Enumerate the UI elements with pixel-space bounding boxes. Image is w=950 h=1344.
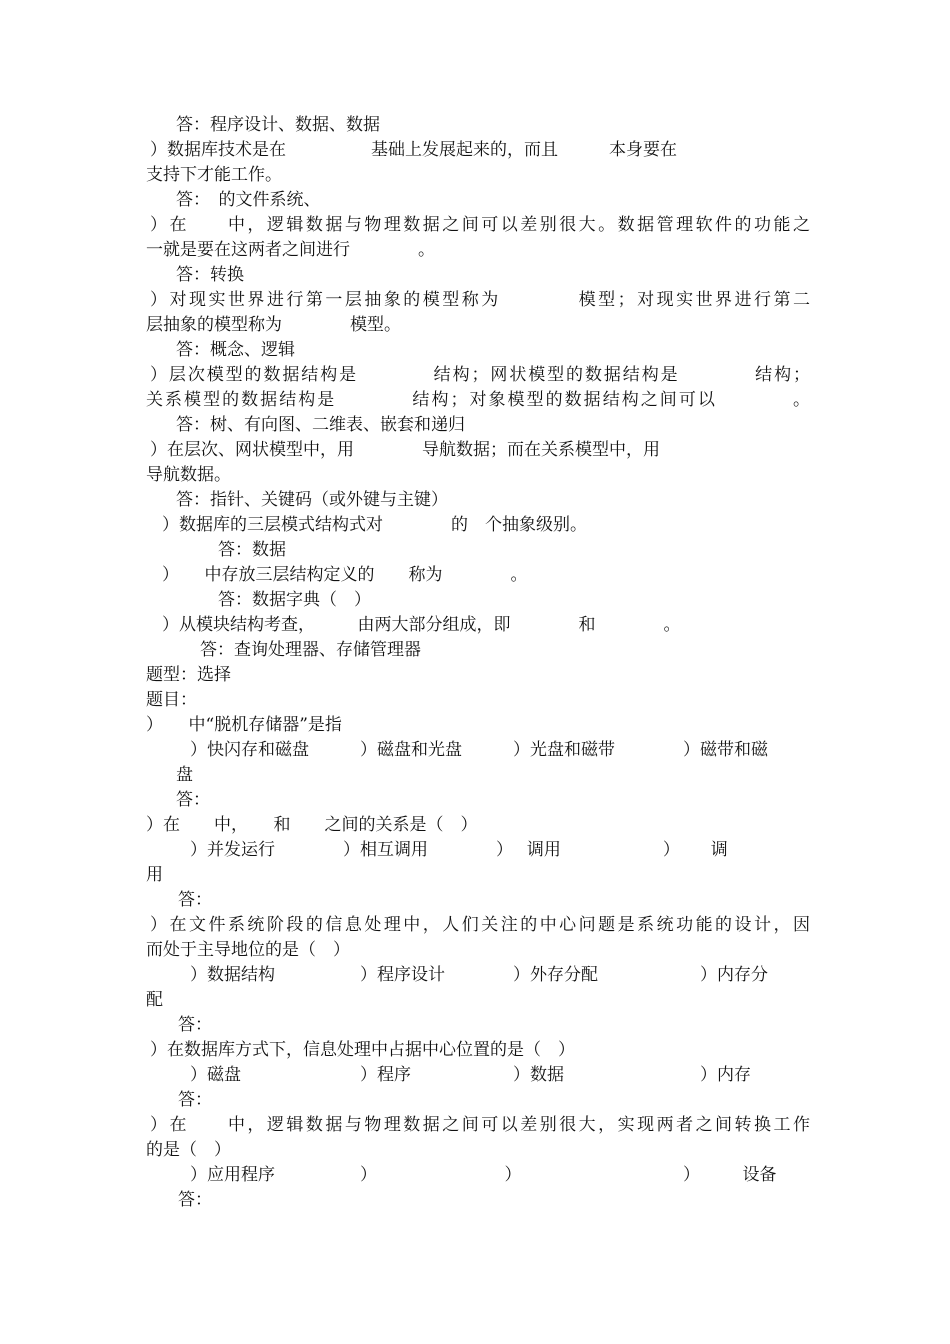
text-line: 而处于主导地位的是（ ） bbox=[146, 940, 350, 960]
text-line: ）从模块结构考查， 由两大部分组成，即 和 。 bbox=[162, 615, 681, 635]
text-line: 题型：选择 bbox=[146, 665, 231, 685]
text-line: 导航数据。 bbox=[146, 465, 231, 485]
text-line: ）在数据库方式下，信息处理中占据中心位置的是（ ） bbox=[150, 1040, 575, 1060]
text-line: 答：指针、关键码（或外键与主键） bbox=[176, 490, 448, 510]
text-line: 答： bbox=[178, 1190, 212, 1210]
text-line: 层抽象的模型称为 模型。 bbox=[146, 315, 401, 335]
text-line: ）层次模型的数据结构是 结构；网状模型的数据结构是 结构； bbox=[150, 365, 810, 385]
text-line: ）数据库的三层模式结构式对 的 个抽象级别。 bbox=[162, 515, 587, 535]
text-line: ） 中存放三层结构定义的 称为 。 bbox=[162, 565, 528, 585]
text-line: 答： bbox=[178, 890, 212, 910]
text-line: ）快闪存和磁盘 ）磁盘和光盘 ）光盘和磁带 ）磁带和磁 bbox=[190, 740, 768, 760]
text-line: ）在 中， 和 之间的关系是（ ） bbox=[146, 815, 478, 835]
text-line: 一就是要在这两者之间进行 。 bbox=[146, 240, 435, 260]
text-line: 答：转换 bbox=[176, 265, 244, 285]
text-line: 关系模型的数据结构是 结构；对象模型的数据结构之间可以 。 bbox=[146, 390, 810, 410]
text-line: ）数据库技术是在 基础上发展起来的，而且 本身要在 bbox=[150, 140, 677, 160]
text-line: 答：查询处理器、存储管理器 bbox=[200, 640, 421, 660]
text-line: 答：程序设计、数据、数据 bbox=[176, 115, 380, 135]
text-line: ）在层次、网状模型中，用 导航数据；而在关系模型中，用 bbox=[150, 440, 660, 460]
text-line: ）在 中，逻辑数据与物理数据之间可以差别很大。数据管理软件的功能之 bbox=[150, 215, 810, 235]
text-line: ）数据结构 ）程序设计 ）外存分配 ）内存分 bbox=[190, 965, 768, 985]
text-line: 答： 的文件系统、 bbox=[176, 190, 321, 210]
text-line: 用 bbox=[146, 865, 163, 885]
text-line: 答：树、有向图、二维表、嵌套和递归 bbox=[176, 415, 465, 435]
text-line: 答： bbox=[176, 790, 210, 810]
text-line: ） 中“脱机存储器”是指 bbox=[146, 715, 342, 735]
text-line: 答：数据 bbox=[218, 540, 286, 560]
text-line: 盘 bbox=[176, 765, 193, 785]
text-line: 答：概念、逻辑 bbox=[176, 340, 295, 360]
text-line: ）应用程序 ） ） ） 设备 bbox=[190, 1165, 777, 1185]
text-line: 配 bbox=[146, 990, 163, 1010]
text-line: 答： bbox=[178, 1015, 212, 1035]
text-line: ）对现实世界进行第一层抽象的模型称为 模型；对现实世界进行第二 bbox=[150, 290, 810, 310]
text-line: 的是（ ） bbox=[146, 1140, 231, 1160]
text-line: 答： bbox=[178, 1090, 212, 1110]
text-line: ）磁盘 ）程序 ）数据 ）内存 bbox=[190, 1065, 751, 1085]
text-line: 支持下才能工作。 bbox=[146, 165, 282, 185]
text-line: 题目： bbox=[146, 690, 197, 710]
text-line: 答：数据字典（ ） bbox=[218, 590, 371, 610]
text-line: ）并发运行 ）相互调用 ） 调用 ） 调 bbox=[190, 840, 728, 860]
text-line: ）在 中，逻辑数据与物理数据之间可以差别很大，实现两者之间转换工作 bbox=[150, 1115, 810, 1135]
text-line: ）在文件系统阶段的信息处理中，人们关注的中心问题是系统功能的设计，因 bbox=[150, 915, 810, 935]
